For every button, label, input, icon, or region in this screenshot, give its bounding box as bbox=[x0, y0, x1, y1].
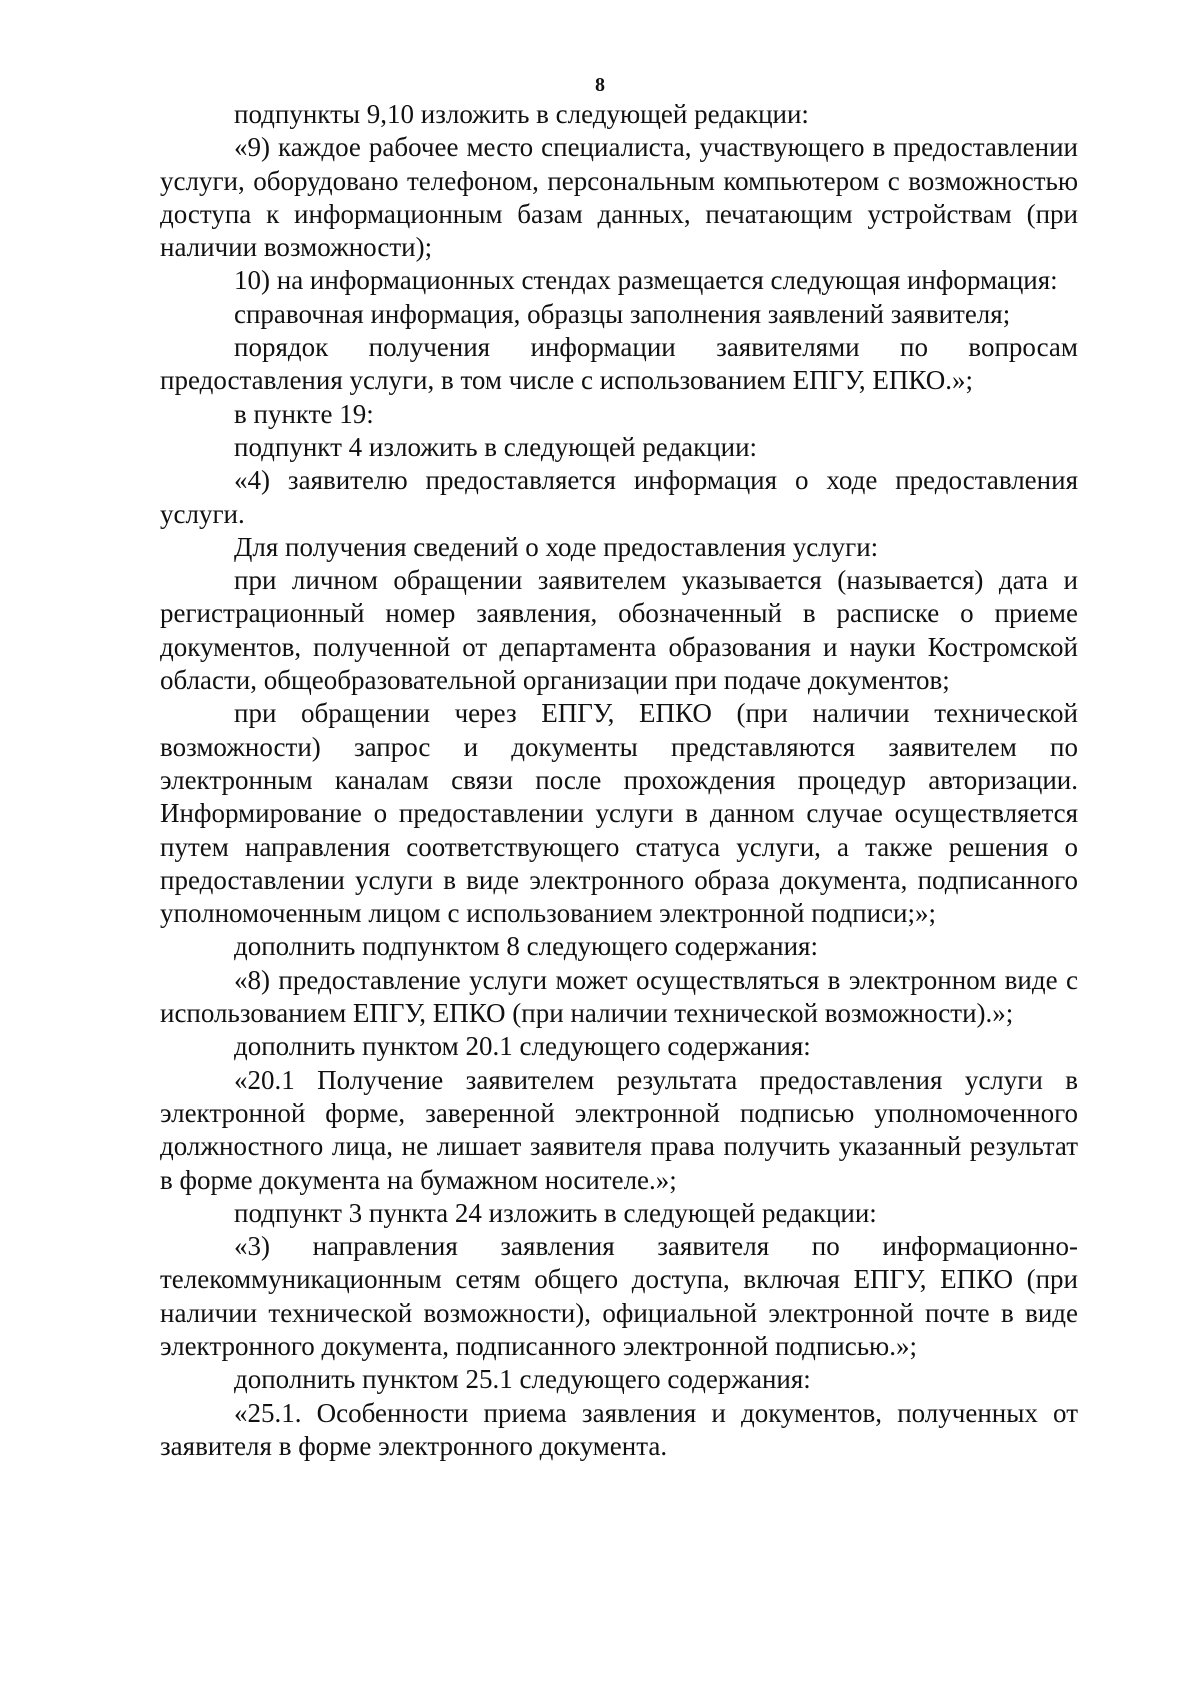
paragraph: «20.1 Получение заявителем результата предоставления услуги в электронной форме, заверенной электронной подписью уполномоченного должностного лица, не лишает заявителя права получить указанный результат в форме документа на бумажном носителе.»; bbox=[160, 1064, 1078, 1195]
paragraph: подпункты 9,10 изложить в следующей редакции: bbox=[234, 99, 809, 129]
document-body bbox=[160, 98, 1078, 1463]
paragraph: дополнить подпунктом 8 следующего содержания: bbox=[234, 931, 818, 962]
paragraph: «4) заявителю предоставляется информация о ходе предоставления услуги. bbox=[160, 465, 1078, 529]
paragraph: в пункте 19: bbox=[234, 398, 374, 429]
paragraph: дополнить пунктом 20.1 следующего содержания: bbox=[234, 1031, 811, 1062]
paragraph: «3) направления заявления заявителя по информационно-телекоммуникационным сетям общего доступа, включая ЕПГУ, ЕПКО (при наличии технической возможности), официальной электронной почте в виде электронного документа, подписанного электронной подписью.»; bbox=[160, 1231, 1078, 1361]
paragraph: при обращении через ЕПГУ, ЕПКО (при наличии технической возможности) запрос и документы представляются заявителем по электронным каналам связи после прохождения процедур авторизации. Информирование о предоставлении услуги в данном случае осуществляется путем направления соответствующего статуса услуги, а также решения о предоставлении услуги в виде электронного образа документа, подписанного уполномоченным лицом с использованием электронной подписи;»; bbox=[160, 698, 1078, 929]
page-number: 8 bbox=[595, 74, 605, 96]
paragraph: при личном обращении заявителем указывается (называется) дата и регистрационный номер заявления, обозначенный в расписке о приеме документов, полученной от департамента образования и науки Костромской области, общеобразовательной организации при подаче документов; bbox=[160, 565, 1078, 696]
paragraph: «25.1. Особенности приема заявления и документов, полученных от заявителя в форме электронного документа. bbox=[160, 1397, 1078, 1461]
paragraph: порядок получения информации заявителями по вопросам предоставления услуги, в том числе с использованием ЕПГУ, ЕПКО.»; bbox=[160, 332, 1078, 396]
paragraph: «8) предоставление услуги может осуществляться в электронном виде с использованием ЕПГУ, ЕПКО (при наличии технической возможности).»; bbox=[160, 964, 1078, 1029]
paragraph: Для получения сведений о ходе предоставления услуги: bbox=[234, 531, 879, 562]
paragraph: подпункт 4 изложить в следующей редакции: bbox=[234, 431, 758, 462]
paragraph: справочная информация, образцы заполнения заявлений заявителя; bbox=[234, 298, 1011, 329]
paragraph: 10) на информационных стендах размещается следующая информация: bbox=[234, 265, 1058, 296]
paragraph: «9) каждое рабочее место специалиста, участвующего в предоставлении услуги, оборудовано телефоном, персональным компьютером с возможностью доступа к информационным базам данных, печатающим устройствам (при наличии возможности); bbox=[160, 132, 1078, 263]
paragraph: подпункт 3 пункта 24 изложить в следующей редакции: bbox=[234, 1197, 877, 1228]
paragraph: дополнить пунктом 25.1 следующего содержания: bbox=[234, 1364, 811, 1395]
